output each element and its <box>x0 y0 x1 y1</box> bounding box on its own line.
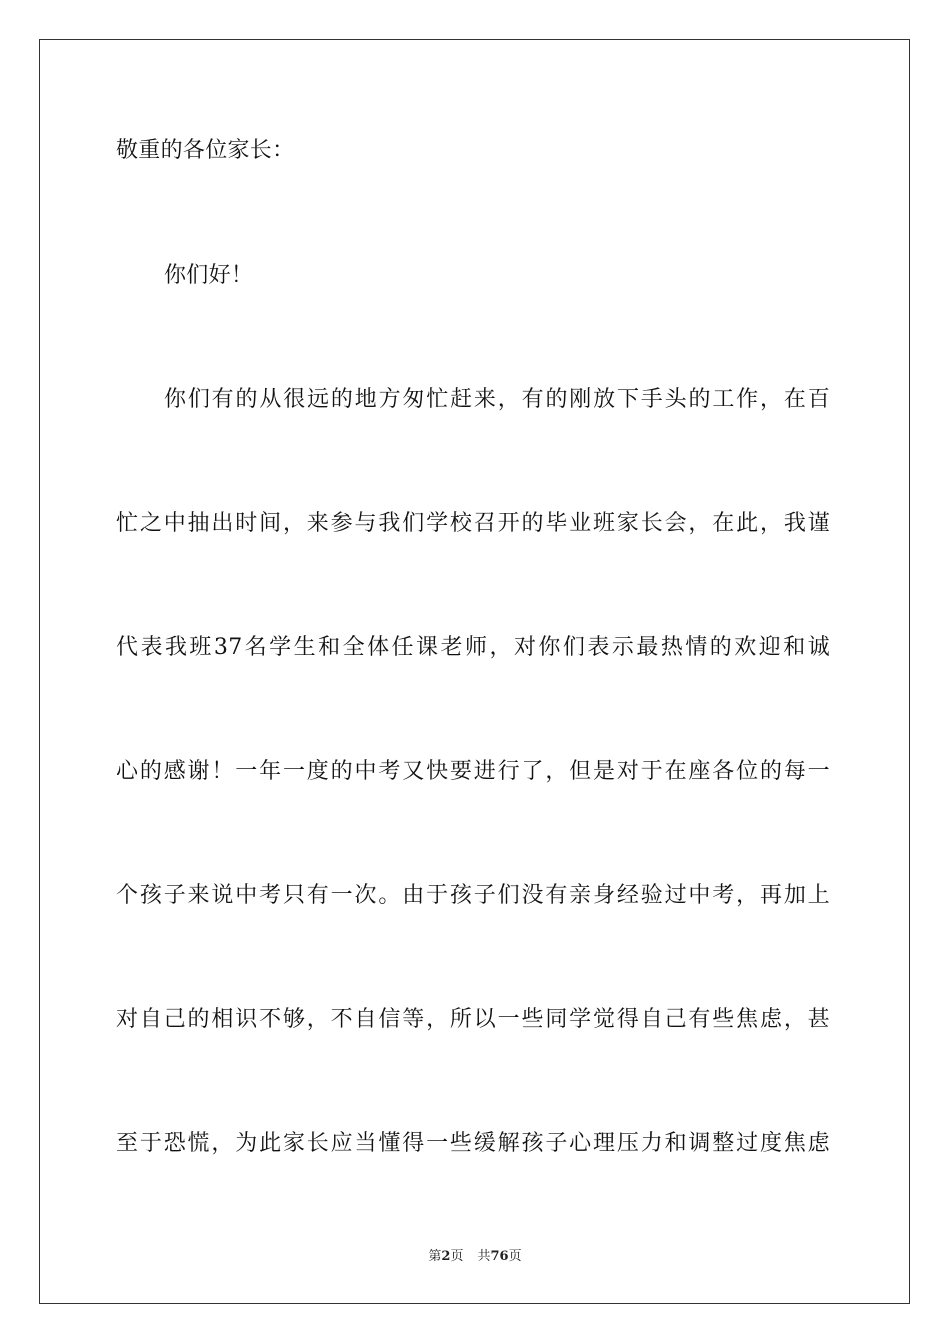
paragraph-line-6: 对自己的相识不够，不自信等，所以一些同学觉得自己有些焦虑，甚 <box>116 1007 830 1032</box>
page-footer <box>0 1248 950 1266</box>
footer-total-pages: 76 <box>490 1249 509 1264</box>
footer-page-suffix: 页 <box>450 1249 464 1264</box>
paragraph-line-4: 心的感谢！一年一度的中考又快要进行了，但是对于在座各位的每一 <box>116 759 830 784</box>
paragraph-line-7: 至于恐慌，为此家长应当懂得一些缓解孩子心理压力和调整过度焦虑 <box>116 1131 830 1156</box>
greeting: 你们好！ <box>164 263 254 288</box>
footer-page-prefix: 第 <box>428 1249 442 1264</box>
salutation: 敬重的各位家长： <box>116 138 295 163</box>
paragraph-line-2: 忙之中抽出时间，来参与我们学校召开的毕业班家长会，在此，我谨 <box>116 511 830 536</box>
paragraph-line-3: 代表我班37名学生和全体任课老师，对你们表示最热情的欢迎和诚 <box>116 635 830 660</box>
page-frame <box>39 39 910 1304</box>
footer-total-prefix: 共 <box>477 1249 491 1264</box>
paragraph-line-1: 你们有的从很远的地方匆忙赶来，有的刚放下手头的工作，在百 <box>164 387 830 412</box>
footer-total-suffix: 页 <box>508 1249 522 1264</box>
paragraph-line-5: 个孩子来说中考只有一次。由于孩子们没有亲身经验过中考，再加上 <box>116 883 830 908</box>
footer-page-number: 2 <box>441 1249 451 1264</box>
